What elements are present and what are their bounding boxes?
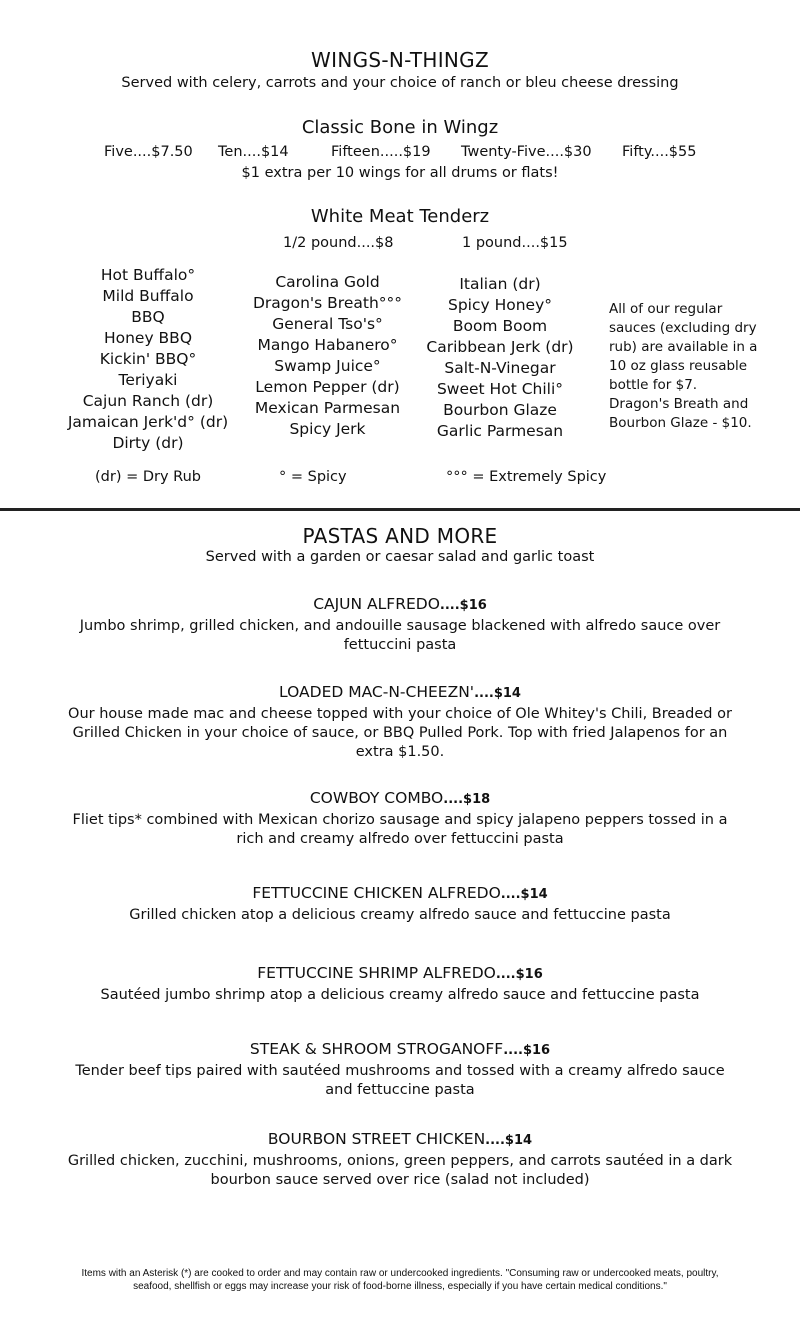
desc-line: Grilled chicken atop a delicious creamy alfredo sauce and fettuccine pasta	[129, 907, 671, 923]
dish-price: ....$16	[503, 1043, 551, 1058]
dish-title	[0, 884, 800, 902]
sauce-item: Lemon Pepper (dr)	[255, 378, 400, 396]
dish-title	[0, 683, 800, 701]
dish-name: FETTUCCINE CHICKEN ALFREDO	[252, 884, 501, 902]
desc-line: fettuccini pasta	[343, 637, 457, 653]
sauce-item: Mild Buffalo	[102, 287, 194, 305]
price-twenty-five: Twenty-Five....$30	[461, 144, 592, 160]
legend-spicy: ° = Spicy	[279, 469, 347, 485]
dish-description	[0, 986, 800, 1005]
dish-fettuccine-chicken	[0, 884, 800, 925]
sauce-item: General Tso's°	[272, 315, 383, 333]
bottle-note-line: Bourbon Glaze - $10.	[609, 415, 752, 431]
classic-wings-title: Classic Bone in Wingz	[301, 117, 499, 138]
dish-cowboy-combo	[0, 789, 800, 849]
dish-title	[0, 1130, 800, 1148]
dish-description	[0, 811, 800, 849]
sauce-list-3	[415, 274, 585, 442]
desc-line: bourbon sauce served over rice (salad not included)	[210, 1172, 590, 1188]
dish-loaded-mac	[0, 683, 800, 762]
dish-steak-stroganoff	[0, 1040, 800, 1100]
tenders-title: White Meat Tenderz	[310, 206, 490, 227]
dish-fettuccine-shrimp	[0, 964, 800, 1005]
desc-line: Jumbo shrimp, grilled chicken, and andouille sausage blackened with alfredo sauce over	[79, 618, 721, 634]
sauce-item: Garlic Parmesan	[436, 422, 564, 440]
sauce-item: Hot Buffalo°	[100, 266, 196, 284]
price-fifteen: Fifteen.....$19	[331, 144, 431, 160]
sauce-item: Sweet Hot Chili°	[436, 380, 564, 398]
pastas-subtitle: Served with a garden or caesar salad and garlic toast	[205, 549, 595, 565]
bottle-note-line: sauces (excluding dry	[609, 320, 757, 336]
sauce-item: Boom Boom	[452, 317, 548, 335]
bottle-note-line: All of our regular	[609, 301, 723, 317]
bottle-note-line: 10 oz glass reusable	[609, 358, 748, 374]
sauce-item: Mexican Parmesan	[254, 399, 401, 417]
sauce-item: BBQ	[131, 308, 165, 326]
bottle-note-line: bottle for $7.	[609, 377, 698, 393]
dish-price: ....$14	[500, 887, 548, 902]
price-ten: Ten....$14	[218, 144, 289, 160]
sauce-item: Caribbean Jerk (dr)	[426, 338, 574, 356]
desc-line: Fliet tips* combined with Mexican chorizo sausage and spicy jalapeno peppers tossed in a	[72, 812, 728, 828]
desc-line: Our house made mac and cheese topped with your choice of Ole Whitey's Chili, Breaded or	[68, 706, 732, 722]
bottle-note	[609, 300, 797, 433]
dish-description	[0, 1152, 800, 1190]
dish-price: ....$14	[485, 1133, 533, 1148]
sauce-item: Dirty (dr)	[112, 434, 184, 452]
desc-line: rich and creamy alfredo over fettuccini pasta	[236, 831, 564, 847]
dish-cajun-alfredo	[0, 595, 800, 655]
dish-name: CAJUN ALFREDO	[313, 595, 440, 613]
wings-title: WINGS-N-THINGZ	[311, 48, 489, 72]
dish-price: ....$14	[474, 686, 521, 701]
bottle-note-line: Dragon's Breath and	[609, 396, 749, 412]
dish-title	[0, 789, 800, 807]
sauce-item: Italian (dr)	[459, 275, 541, 293]
dish-name: BOURBON STREET CHICKEN	[267, 1130, 486, 1148]
classic-extra-note: $1 extra per 10 wings for all drums or flats!	[241, 165, 559, 181]
disclaimer-line: Items with an Asterisk (*) are cooked to order and may contain raw or undercooked ingredients. "Consuming raw or undercooked meats, poultry,	[81, 1268, 719, 1279]
dish-title	[0, 1040, 800, 1058]
sauce-item: Spicy Honey°	[447, 296, 553, 314]
desc-line: and fettuccine pasta	[325, 1082, 475, 1098]
sauce-item: Cajun Ranch (dr)	[82, 392, 214, 410]
sauce-list-2	[240, 272, 415, 440]
allergy-disclaimer	[0, 1267, 800, 1293]
dish-description	[0, 705, 800, 762]
dish-name: COWBOY COMBO	[309, 789, 444, 807]
desc-line: Sautéed jumbo shrimp atop a delicious creamy alfredo sauce and fettuccine pasta	[100, 987, 700, 1003]
dish-description	[0, 617, 800, 655]
bottle-note-line: rub) are available in a	[609, 339, 758, 355]
sauce-item: Salt-N-Vinegar	[444, 359, 556, 377]
desc-line: extra $1.50.	[355, 744, 445, 760]
sauce-item: Teriyaki	[118, 371, 178, 389]
sauce-item: Jamaican Jerk'd° (dr)	[67, 413, 229, 431]
legend-extremely-spicy: °°° = Extremely Spicy	[446, 469, 607, 485]
dish-title	[0, 964, 800, 982]
section-divider	[0, 508, 800, 511]
pastas-title: PASTAS AND MORE	[302, 524, 498, 548]
dish-name: STEAK & SHROOM STROGANOFF	[249, 1040, 504, 1058]
sauce-item: Spicy Jerk	[289, 420, 366, 438]
tenders-one-pound: 1 pound....$15	[462, 235, 568, 251]
dish-price: ....$16	[495, 967, 543, 982]
desc-line: Tender beef tips paired with sautéed mushrooms and tossed with a creamy alfredo sauce	[75, 1063, 725, 1079]
desc-line: Grilled Chicken in your choice of sauce, or BBQ Pulled Pork. Top with fried Jalapenos for an	[72, 725, 728, 741]
sauce-item: Mango Habanero°	[257, 336, 398, 354]
dish-description	[0, 906, 800, 925]
dish-name: FETTUCCINE SHRIMP ALFREDO	[257, 964, 496, 982]
legend-dry-rub: (dr) = Dry Rub	[95, 469, 201, 485]
dish-price: ....$18	[443, 792, 491, 807]
sauce-item: Swamp Juice°	[274, 357, 381, 375]
disclaimer-line: seafood, shellfish or eggs may increase your risk of food-borne illness, especially if you have certain medical conditions."	[133, 1281, 667, 1292]
dish-bourbon-street	[0, 1130, 800, 1190]
sauce-item: Bourbon Glaze	[443, 401, 557, 419]
sauce-item: Dragon's Breath°°°	[252, 294, 403, 312]
dish-name: LOADED MAC-N-CHEEZN'	[279, 683, 475, 701]
tenders-half-pound: 1/2 pound....$8	[283, 235, 394, 251]
sauce-item: Carolina Gold	[275, 273, 380, 291]
price-five: Five....$7.50	[104, 144, 193, 160]
sauce-item: Honey BBQ	[103, 329, 193, 347]
price-fifty: Fifty....$55	[622, 144, 697, 160]
dish-description	[0, 1062, 800, 1100]
dish-price: ....$16	[439, 598, 487, 613]
desc-line: Grilled chicken, zucchini, mushrooms, onions, green peppers, and carrots sautéed in a dark	[67, 1153, 733, 1169]
wings-subtitle: Served with celery, carrots and your choice of ranch or bleu cheese dressing	[121, 75, 679, 91]
sauce-item: Kickin' BBQ°	[99, 350, 197, 368]
sauce-list-1	[58, 265, 238, 454]
dish-title	[0, 595, 800, 613]
